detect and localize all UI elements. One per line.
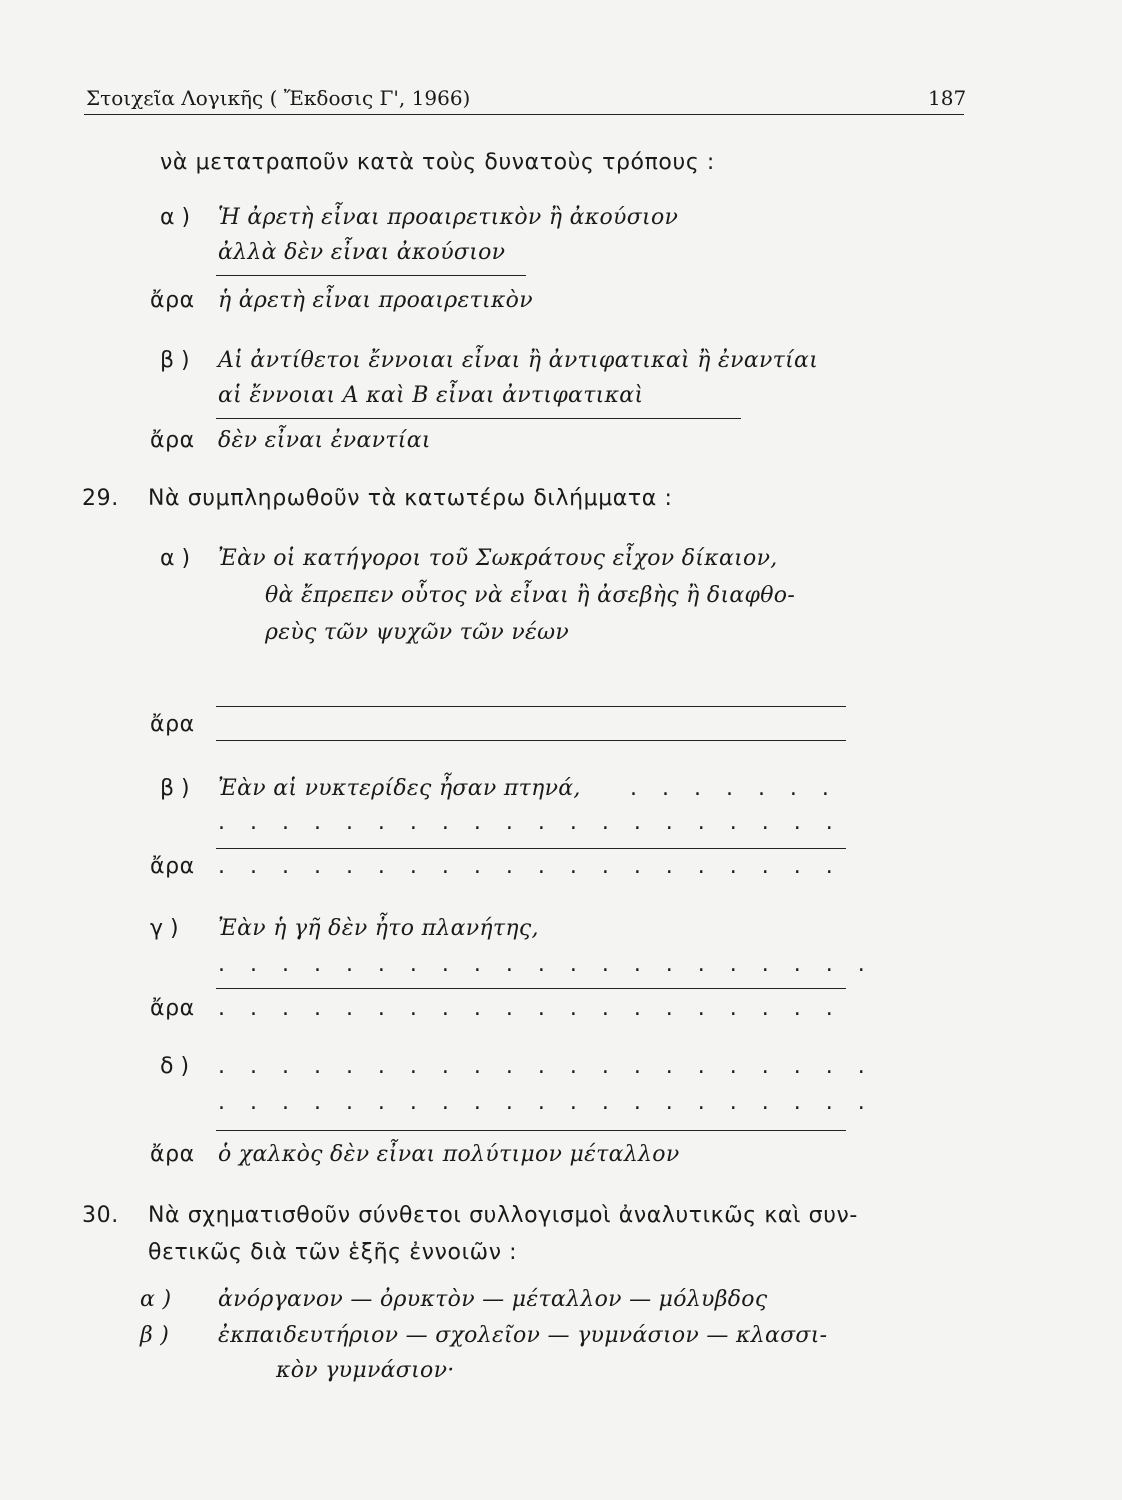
ex29-c-rule (216, 988, 846, 989)
ex29-a-rule-1 (216, 706, 846, 707)
ex29-a-line1: Ἐὰν οἱ κατήγοροι τοῦ Σωκράτους εἶχον δίκαιον, (218, 546, 778, 571)
page-number: 187 (928, 86, 967, 110)
ex29-c-dots: . . . . . . . . . . . . . . . . . . . . . (218, 952, 874, 977)
ex29-d-dots-2: . . . . . . . . . . . . . . . . . . . . . (218, 1090, 874, 1115)
ex28-b-rule (216, 418, 741, 419)
ex29-a-label: α ) (160, 546, 191, 571)
ex28-a-ara: ἄρα (150, 288, 195, 313)
ex28-a-label: α ) (160, 205, 191, 230)
intro-line: νὰ μετατραποῦν κατὰ τοὺς δυνατοὺς τρόπους : (160, 150, 715, 175)
ex28-a-conclusion: ἡ ἀρετὴ εἶναι προαιρετικὸν (218, 288, 533, 313)
ex29-a-line2: θὰ ἔπρεπεν οὗτος νὰ εἶναι ἢ ἀσεβὴς ἢ διαφθο- (265, 583, 796, 608)
ex28-b-premise2: αἱ ἔννοιαι Α καὶ Β εἶναι ἀντιφατικαὶ (218, 383, 644, 408)
ex29-b-line1: Ἐὰν αἱ νυκτερίδες ἦσαν πτηνά, (218, 776, 581, 801)
ex28-a-premise1: Ἡ ἀρετὴ εἶναι προαιρετικὸν ἢ ἀκούσιον (218, 205, 679, 230)
ex30-title-line1: Νὰ σχηματισθοῦν σύνθετοι συλλογισμοὶ ἀναλυτικῶς καὶ συν- (148, 1203, 858, 1228)
ex28-b-conclusion: δὲν εἶναι ἐναντίαι (218, 428, 431, 453)
ex29-b-ara-dots: . . . . . . . . . . . . . . . . . . . . (218, 854, 842, 879)
ex30-b-text2: κὸν γυμνάσιον· (276, 1358, 455, 1383)
ex29-d-rule (216, 1130, 846, 1131)
ex29-a-rule-2 (216, 740, 846, 741)
ex30-number: 30. (82, 1203, 119, 1228)
ex29-a-line3: ρεὺς τῶν ψυχῶν τῶν νέων (265, 620, 570, 645)
ex30-b-text1: ἐκπαιδευτήριον — σχολεῖον — γυμνάσιον — κλασσι- (218, 1323, 828, 1348)
ex28-b-label: β ) (160, 348, 190, 373)
ex29-c-ara: ἄρα (150, 996, 195, 1021)
ex29-c-label: γ ) (150, 916, 179, 941)
ex29-c-line1: Ἐὰν ἡ γῆ δὲν ἦτο πλανήτης, (218, 916, 539, 941)
running-header-title: Στοιχεῖα Λογικῆς ( Ἔκδοσις Γ', 1966) (86, 86, 471, 110)
ex29-b-rule (216, 848, 846, 849)
ex29-b-ara: ἄρα (150, 854, 195, 879)
ex30-b-label: β ) (140, 1323, 170, 1348)
ex28-b-premise1: Αἱ ἀντίθετοι ἔννοιαι εἶναι ἢ ἀντιφατικαὶ ἢ ἐναντίαι (218, 348, 819, 373)
ex29-b-dots-long: . . . . . . . . . . . . . . . . . . . . (218, 810, 842, 835)
ex30-a-text: ἀνόργανον — ὀρυκτὸν — μέταλλον — μόλυβδος (218, 1287, 768, 1312)
ex29-d-label: δ ) (160, 1054, 190, 1079)
ex29-c-ara-dots: . . . . . . . . . . . . . . . . . . . . (218, 996, 842, 1021)
ex29-number: 29. (82, 486, 119, 511)
ex28-a-rule (216, 275, 526, 276)
ex30-title-line2: θετικῶς διὰ τῶν ἑξῆς ἐννοιῶν : (148, 1240, 518, 1265)
ex28-b-ara: ἄρα (150, 428, 195, 453)
ex29-title: Νὰ συμπληρωθοῦν τὰ κατωτέρω διλήμματα : (148, 486, 673, 511)
ex29-b-label: β ) (160, 776, 190, 801)
ex29-a-ara: ἄρα (150, 712, 195, 737)
ex29-d-conclusion: ὁ χαλκὸς δὲν εἶναι πολύτιμον μέταλλον (218, 1142, 680, 1167)
ex29-d-dots-1: . . . . . . . . . . . . . . . . . . . . . (218, 1054, 874, 1079)
ex30-a-label: α ) (140, 1287, 172, 1312)
ex28-a-premise2: ἀλλὰ δὲν εἶναι ἀκούσιον (218, 240, 506, 265)
ex29-b-dots-short: . . . . . . . (630, 776, 838, 801)
ex29-d-ara: ἄρα (150, 1142, 195, 1167)
header-rule (84, 114, 964, 115)
